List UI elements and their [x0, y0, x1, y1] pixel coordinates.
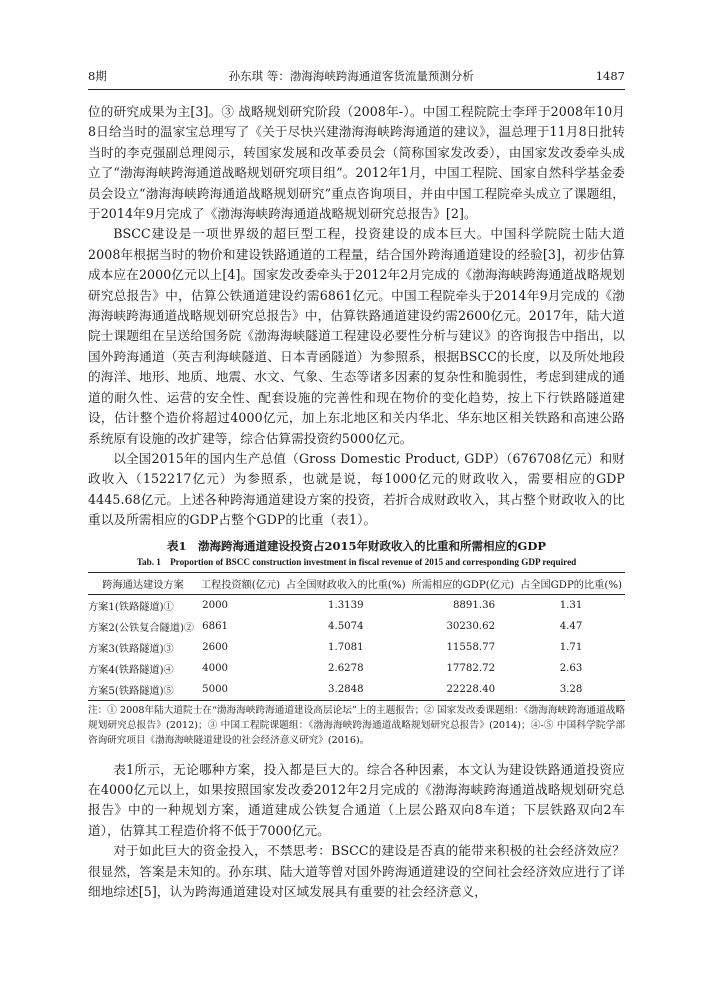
page-number: 1487	[595, 69, 625, 83]
table-cell: 11558.77	[446, 641, 496, 653]
table-cell: 6861	[202, 620, 229, 632]
column-header: 跨海通达建设方案	[88, 572, 198, 594]
table-cell: 2.63	[559, 662, 583, 674]
table-row	[88, 616, 625, 637]
column-header: 所需相应的GDP(亿元)	[409, 572, 517, 594]
table-cell: 1.3139	[327, 599, 364, 611]
issue-number: 8期	[88, 69, 107, 83]
table-cell: 4000	[202, 662, 229, 674]
table-cell: 30230.62	[446, 620, 496, 632]
table-cell: 3.28	[517, 679, 625, 701]
table-cell: 方案2(公铁复合隧道)②	[88, 622, 195, 634]
paragraph-3: 以全国2015年的国内生产总值（Gross Domestic Product, GDP）（676708亿元）和财政收入（152217亿元）为参照系，也就是说，每1000亿元的财政收入，需要相应的GDP 4445.68亿元。上述各种跨海通道建设方案的投资，若折合成财政收入，其占整个财政收入的比重以及所需相应的GDP占整个GDP的比重（表1）。	[88, 450, 625, 528]
column-header: 占全国GDP的比重(%)	[517, 572, 625, 594]
column-header: 工程投资额(亿元)	[198, 572, 283, 594]
table-row	[88, 658, 625, 679]
table-header-row	[88, 572, 625, 594]
table-cell: 1.7081	[327, 641, 364, 653]
table-row	[88, 594, 625, 616]
column-header: 占全国财政收入的比重(%)	[283, 572, 409, 594]
table-cell: 方案3(铁路隧道)③	[88, 643, 174, 655]
table-cell: 1.31	[559, 599, 583, 611]
investment-table	[88, 572, 625, 701]
table-cell: 22228.40	[409, 679, 517, 701]
table-cell: 1.71	[559, 641, 583, 653]
table-1	[88, 537, 625, 748]
paragraph-2: BSCC建设是一项世界级的超巨型工程，投资建设的成本巨大。中国科学院院士陆大道2008年根据当时的物价和建设铁路通道的工程量，结合国外跨海通道建设的经验[3]，初步估算成本应在2000亿元以上[4]。国家发改委牵头于2012年2月完成的《渤海海峡跨海通道战略规划研究总报告》中，估算公铁通道建设约需6861亿元。中国工程院牵头于2014年9月完成的《渤海海峡跨海通道战略规划研究总报告》中，估算铁路通道建设约需2600亿元。2017年，陆大道院士课题组在呈送给国务院《渤海海峡隧道工程建设必要性分析与建议》的咨询报告中指出，以国外跨海通道（英吉利海峡隧道、日本青函隧道）为参照系，根据BSCC的长度，以及所处地段的海洋、地形、地质、地震、水文、气象、生态等诸多因素的复杂性和脆弱性，考虑到建成的通道的耐久性、运营的安全性、配套设施的完善性和现在物价的变化趋势，按上下行铁路隧道建设，估计整个造价将超过4000亿元，加上东北地区和关内华北、华东地区相关铁路和高速公路系统原有设施的改扩建等，综合估算需投资约5000亿元。	[88, 226, 625, 446]
table-cell: 5000	[198, 679, 283, 701]
table-caption-cn: 表1 渤海跨海通道建设投资占2015年财政收入的比重和所需相应的GDP	[167, 538, 546, 553]
table-cell: 4.47	[559, 620, 583, 632]
paragraph-5: 对于如此巨大的资金投入，不禁思考：BSCC的建设是否真的能带来积极的社会经济效应？很显然，答案是未知的。孙东琪、陆大道等曾对国外跨海通道建设的空间社会经济效应进行了详细地综述[5]，认为跨海通道建设对区域发展具有重要的社会经济意义，	[88, 843, 625, 899]
running-header	[88, 68, 625, 90]
table-notes: 注：① 2008年陆大道院士在“渤海海峡跨海通道建设高层论坛”上的主题报告；② 国家发改委课题组：《渤海海峡跨海通道战略规划研究总报告》(2012)；③ 中国工程院课题组：《渤海海峡跨海通道战略规划研究总报告》(2014)；④-⑤ 中国科学院学部咨询研究项目《渤海海峡隧道建设的社会经济意义研究》(2016)。	[88, 704, 625, 746]
table-row	[88, 679, 625, 701]
paper-page	[88, 68, 625, 902]
table-cell: 3.2848	[283, 679, 409, 701]
table-cell: 方案1(铁路隧道)①	[88, 601, 174, 613]
table-cell: 方案4(铁路隧道)④	[88, 664, 174, 676]
table-cell: 4.5074	[327, 620, 364, 632]
table-cell: 8891.36	[452, 599, 496, 611]
table-cell: 17782.72	[446, 662, 496, 674]
article-body	[88, 102, 625, 902]
paragraph-4: 表1所示，无论哪种方案，投入都是巨大的。综合各种因素，本文认为建设铁路通道投资应在4000亿元以上，如果按照国家发改委2012年2月完成的《渤海海峡跨海通道战略规划研究总报告》中的一种规划方案，通道建成公铁复合通道（上层公路双向8车道；下层铁路双向2车道），估算其工程造价将不低于7000亿元。	[88, 761, 625, 838]
table-cell: 方案5(铁路隧道)⑤	[88, 679, 198, 701]
table-caption-en: Tab. 1 Proportion of BSCC construction investment in fiscal revenue of 2015 and corresponding GDP required	[136, 556, 577, 567]
table-row	[88, 637, 625, 658]
running-title: 孙东琪 等：渤海海峡跨海通道客货流量预测分析	[228, 69, 474, 83]
table-cell: 2600	[202, 641, 229, 653]
table-cell: 2000	[202, 599, 229, 611]
paragraph-1: 位的研究成果为主[3]。③ 战略规划研究阶段（2008年-）。中国工程院院士李玶于2008年10月8日给当时的温家宝总理写了《关于尽快兴建渤海海峡跨海通道的建议》，温总理于11月8日批转当时的李克强副总理阅示，转国家发展和改革委员会（简称国家发改委），由国家发改委牵头成立了“渤海海峡跨海通道战略规划研究项目组”。2012年1月，中国工程院、国家自然科学基金委员会设立“渤海海峡跨海通道战略规划研究”重点咨询项目，并由中国工程院牵头成立了课题组，于2014年9月完成了《渤海海峡跨海通道战略规划研究总报告》[2]。	[88, 104, 625, 222]
table-cell: 2.6278	[327, 662, 364, 674]
